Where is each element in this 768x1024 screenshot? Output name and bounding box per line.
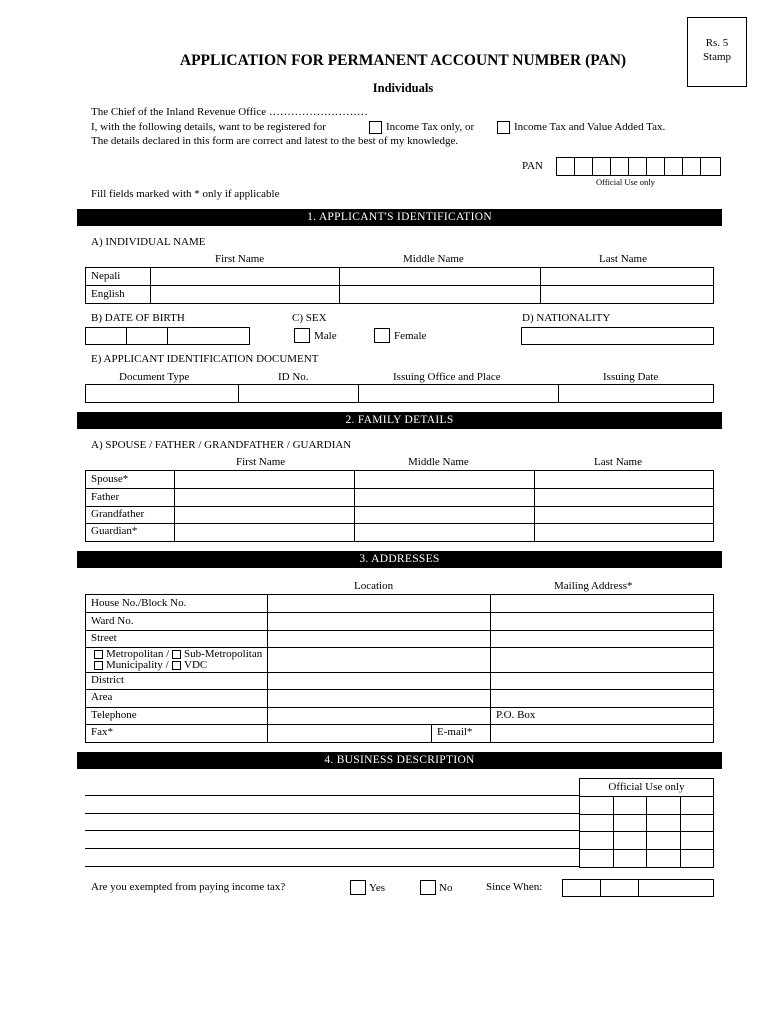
section-business-description: 4. BUSINESS DESCRIPTION — [77, 752, 722, 769]
pan-input[interactable] — [556, 157, 721, 176]
stamp-amount: Rs. 5 — [705, 37, 729, 49]
form-title: APPLICATION FOR PERMANENT ACCOUNT NUMBER (PAN) — [179, 52, 627, 69]
guardian-name-inputs[interactable] — [175, 524, 713, 541]
intro-line-2: I, with the following details, want to be registered for — [91, 121, 326, 133]
address-street-label: Street — [91, 632, 117, 644]
female-checkbox[interactable] — [374, 328, 390, 343]
individual-name-table — [85, 267, 714, 304]
address-area-label: Area — [91, 691, 113, 703]
nepali-last-name-input[interactable] — [541, 268, 713, 285]
nepali-middle-name-input[interactable] — [340, 268, 540, 285]
stamp-label: Stamp — [702, 51, 732, 63]
address-pobox-label: P.O. Box — [496, 709, 536, 721]
street-mailing-input[interactable] — [491, 631, 713, 647]
issuing-date-input[interactable] — [559, 385, 713, 402]
name-col-last: Last Name — [599, 253, 647, 265]
father-name-inputs[interactable] — [175, 489, 713, 506]
address-house-label: House No./Block No. — [91, 597, 187, 609]
id-document-heading: E) APPLICANT IDENTIFICATION DOCUMENT — [91, 353, 319, 365]
family-col-first: First Name — [236, 456, 286, 468]
female-label: Female — [394, 330, 427, 342]
exempt-yes-label: Yes — [369, 882, 386, 894]
family-col-last: Last Name — [594, 456, 642, 468]
business-line-4[interactable] — [85, 848, 579, 849]
exempt-no-label: No — [439, 882, 453, 894]
area-mailing-input[interactable] — [491, 690, 713, 707]
family-col-middle: Middle Name — [408, 456, 469, 468]
ward-location-input[interactable] — [268, 613, 490, 630]
business-official-use-label: Official Use only — [608, 781, 685, 793]
family-row-grandfather: Grandfather — [91, 508, 145, 520]
fax-input[interactable] — [268, 725, 431, 742]
telephone-input[interactable] — [268, 708, 490, 724]
name-col-first: First Name — [215, 253, 265, 265]
nationality-heading: D) NATIONALITY — [522, 312, 611, 324]
metropolitan-checkbox[interactable] — [94, 650, 103, 659]
nepali-first-name-input[interactable] — [151, 268, 339, 285]
intro-line-1: The Chief of the Inland Revenue Office ……………………… — [91, 106, 368, 118]
municipality-location-input[interactable] — [268, 648, 490, 672]
dob-input[interactable] — [85, 327, 250, 345]
male-label: Male — [314, 330, 337, 342]
business-official-use-table — [579, 778, 714, 868]
address-email-label: E-mail* — [437, 726, 473, 738]
spouse-name-inputs[interactable] — [175, 471, 713, 488]
address-telephone-label: Telephone — [91, 709, 137, 721]
fill-note: Fill fields marked with * only if applicable — [91, 188, 280, 200]
municipality-label: Municipality / — [106, 659, 169, 671]
address-district-label: District — [91, 674, 124, 686]
email-input[interactable] — [491, 725, 713, 742]
district-mailing-input[interactable] — [491, 673, 713, 689]
exempt-no-checkbox[interactable] — [420, 880, 436, 895]
english-last-name-input[interactable] — [541, 286, 713, 303]
sub-metropolitan-label: Sub-Metropolitan — [184, 648, 263, 660]
individual-name-heading: A) INDIVIDUAL NAME — [91, 236, 206, 248]
address-table — [85, 594, 714, 743]
issuing-office-input[interactable] — [359, 385, 558, 402]
street-location-input[interactable] — [268, 631, 490, 647]
exempt-question: Are you exempted from paying income tax? — [91, 881, 286, 893]
name-row-english: English — [91, 288, 125, 300]
english-middle-name-input[interactable] — [340, 286, 540, 303]
document-type-input[interactable] — [86, 385, 238, 402]
section-addresses: 3. ADDRESSES — [77, 551, 722, 568]
house-location-input[interactable] — [268, 595, 490, 612]
name-row-nepali: Nepali — [91, 270, 121, 282]
area-location-input[interactable] — [268, 690, 490, 707]
vdc-label: VDC — [184, 659, 208, 671]
nationality-input[interactable] — [521, 327, 714, 345]
doc-col-id: ID No. — [278, 371, 309, 383]
pan-label: PAN — [522, 160, 543, 172]
house-mailing-input[interactable] — [491, 595, 713, 612]
section-applicant-identification: 1. APPLICANT'S IDENTIFICATION — [77, 209, 722, 226]
family-row-father: Father — [91, 491, 120, 503]
business-line-2[interactable] — [85, 813, 579, 814]
id-number-input[interactable] — [239, 385, 358, 402]
doc-col-date: Issuing Date — [603, 371, 659, 383]
intro-line-3: The details declared in this form are correct and latest to the best of my knowledge. — [91, 135, 459, 147]
exempt-yes-checkbox[interactable] — [350, 880, 366, 895]
male-checkbox[interactable] — [294, 328, 310, 343]
since-when-label: Since When: — [486, 881, 543, 893]
since-when-input[interactable] — [562, 879, 714, 897]
vdc-checkbox[interactable] — [172, 661, 181, 670]
ward-mailing-input[interactable] — [491, 613, 713, 630]
district-location-input[interactable] — [268, 673, 490, 689]
family-table — [85, 470, 714, 542]
doc-col-office: Issuing Office and Place — [393, 371, 501, 383]
sex-heading: C) SEX — [292, 312, 327, 324]
address-col-location: Location — [354, 580, 394, 592]
name-col-middle: Middle Name — [403, 253, 464, 265]
business-line-5[interactable] — [85, 866, 579, 867]
family-row-guardian: Guardian* — [91, 525, 138, 537]
income-tax-only-checkbox[interactable] — [369, 121, 382, 134]
business-line-1[interactable] — [85, 795, 579, 796]
pan-official-use: Official Use only — [596, 177, 655, 187]
address-ward-label: Ward No. — [91, 615, 134, 627]
grandfather-name-inputs[interactable] — [175, 507, 713, 523]
municipality-checkbox[interactable] — [94, 661, 103, 670]
sub-metropolitan-checkbox[interactable] — [172, 650, 181, 659]
family-heading: A) SPOUSE / FATHER / GRANDFATHER / GUARDIAN — [91, 439, 352, 451]
dob-heading: B) DATE OF BIRTH — [91, 312, 185, 324]
income-tax-vat-checkbox[interactable] — [497, 121, 510, 134]
business-line-3[interactable] — [85, 830, 579, 831]
municipality-mailing-input[interactable] — [491, 648, 713, 672]
address-fax-label: Fax* — [91, 726, 113, 738]
form-subtitle: Individuals — [372, 81, 434, 95]
english-first-name-input[interactable] — [151, 286, 339, 303]
section-family-details: 2. FAMILY DETAILS — [77, 412, 722, 429]
metropolitan-label: Metropolitan / — [106, 648, 170, 660]
income-tax-only-label: Income Tax only, or — [386, 121, 475, 133]
address-col-mailing: Mailing Address* — [554, 580, 633, 592]
id-document-table — [85, 384, 714, 403]
income-tax-vat-label: Income Tax and Value Added Tax. — [514, 121, 666, 133]
family-row-spouse: Spouse* — [91, 473, 129, 485]
doc-col-type: Document Type — [119, 371, 190, 383]
